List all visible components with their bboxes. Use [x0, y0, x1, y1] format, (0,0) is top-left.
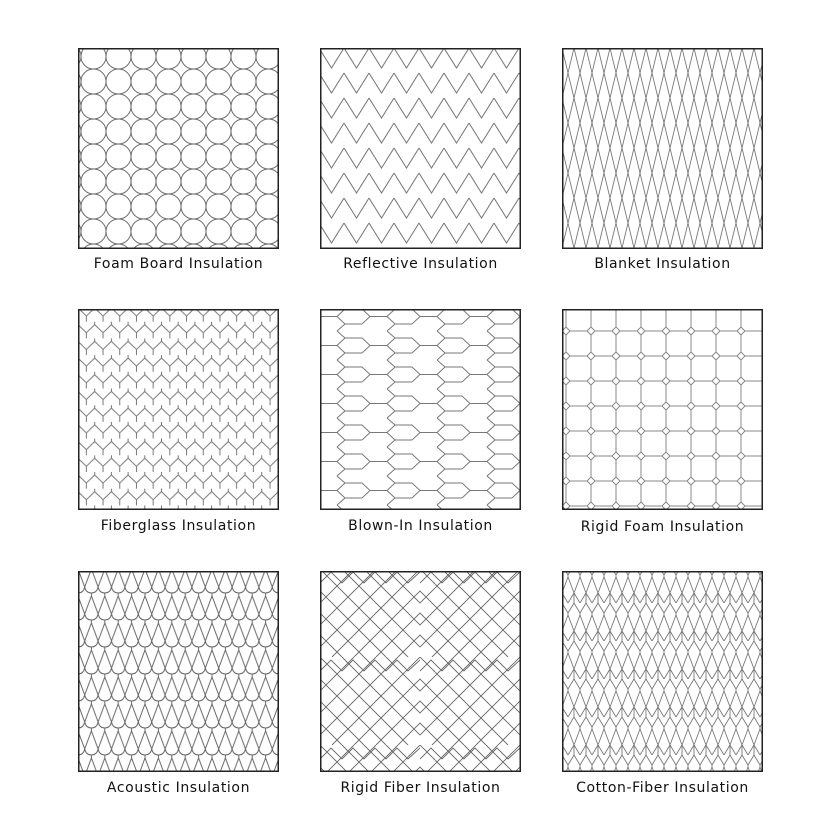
tile-label: Foam Board Insulation: [93, 256, 264, 272]
blanket-pattern-swatch: [562, 48, 763, 249]
rigid-fiber-pattern-swatch: [320, 571, 521, 772]
tile-label: Fiberglass Insulation: [100, 518, 257, 534]
tile-cotton-fiber: [562, 571, 763, 796]
foam-board-pattern-swatch: [78, 48, 279, 249]
tile-label: Rigid Fiber Insulation: [340, 780, 501, 796]
cotton-fiber-pattern-swatch: [562, 571, 763, 772]
blown-in-pattern-swatch: [320, 309, 521, 510]
tile-label: Blanket Insulation: [594, 256, 731, 272]
tile-label: Blown-In Insulation: [348, 518, 493, 534]
reflective-pattern-swatch: [320, 48, 521, 249]
tile-foam-board: [78, 48, 279, 272]
tile-label: Reflective Insulation: [343, 256, 498, 272]
tile-label: Cotton-Fiber Insulation: [576, 780, 749, 796]
tile-label: Acoustic Insulation: [106, 780, 251, 796]
tile-rigid-fiber: [320, 571, 521, 796]
tile-acoustic: [78, 571, 279, 796]
tile-label: Rigid Foam Insulation: [580, 519, 745, 535]
rigid-foam-pattern-swatch: [562, 309, 763, 510]
tile-blanket: [562, 48, 763, 272]
tile-rigid-foam: [562, 309, 763, 535]
acoustic-pattern-swatch: [78, 571, 279, 772]
fiberglass-pattern-swatch: [78, 309, 279, 510]
tile-blown-in: [320, 309, 521, 534]
tile-reflective: [320, 48, 521, 272]
tile-fiberglass: [78, 309, 279, 534]
